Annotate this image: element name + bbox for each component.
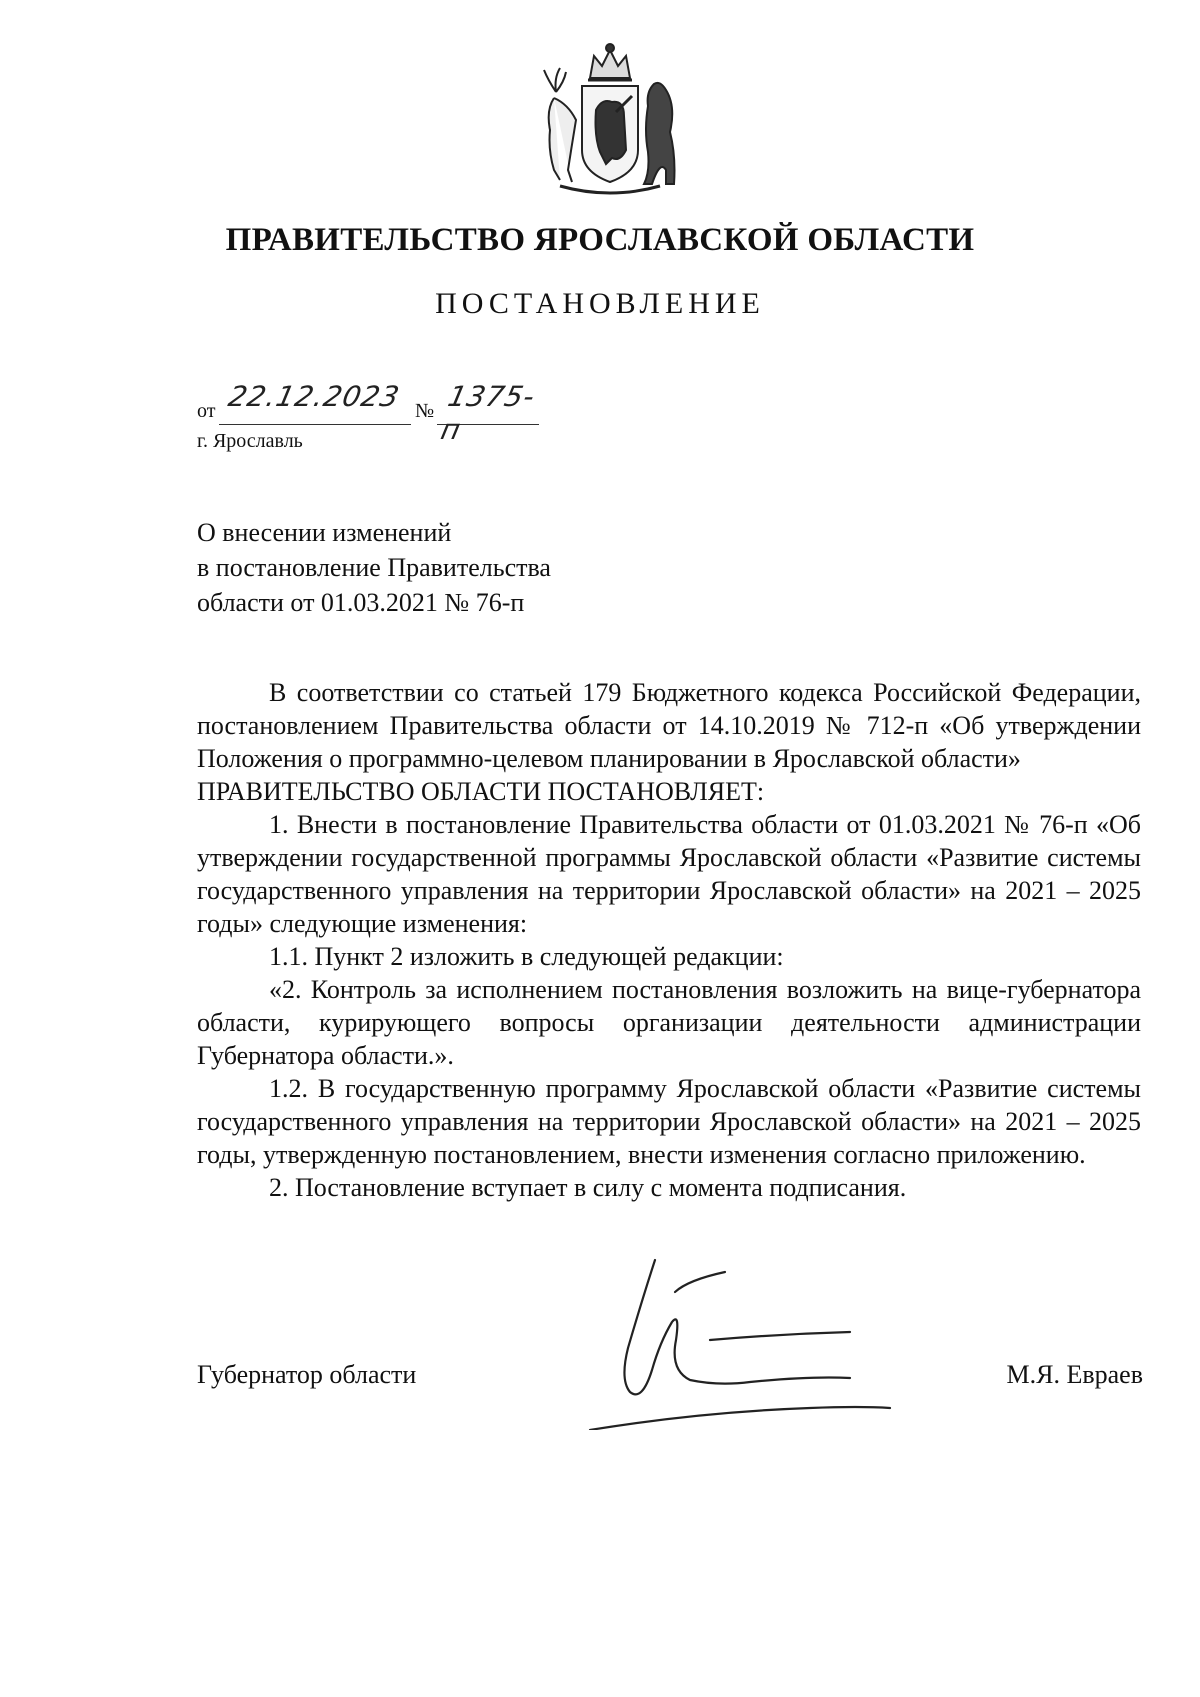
handwritten-date: 22.12.2023	[225, 380, 403, 413]
subject-line: в постановление Правительства	[197, 553, 551, 582]
resolution-body	[197, 676, 1141, 1204]
preamble-paragraph: В соответствии со статьей 179 Бюджетного кодекса Российской Федерации, постановлением Правительства области от 14.10.2019 № 712-п «Об утверждении Положения о программно-целевом планировании в Ярославской области»	[197, 678, 1141, 773]
item-1-1-paragraph: 1.1. Пункт 2 изложить в следующей редакции:	[269, 942, 784, 971]
handwritten-number: 1375-п	[437, 380, 539, 446]
signatory-position: Губернатор области	[197, 1360, 417, 1389]
item-2-paragraph: 2. Постановление вступает в силу с момента подписания.	[269, 1173, 907, 1202]
item-1-1-quote-paragraph: «2. Контроль за исполнением постановления возложить на вице-губернатора области, курирующего вопросы организации деятельности администрации Губернатора области.».	[197, 975, 1141, 1070]
item-1-2-paragraph: 1.2. В государственную программу Ярославской области «Развитие системы государственного управления на территории Ярославской области» на 2021 – 2025 годы, утвержденную постановлением, внести изменения согласно приложению.	[197, 1074, 1141, 1169]
resolves-heading: ПРАВИТЕЛЬСТВО ОБЛАСТИ ПОСТАНОВЛЯЕТ:	[197, 777, 765, 806]
city: г. Ярославль	[197, 430, 303, 452]
date-underline	[219, 424, 411, 425]
number-prefix: №	[415, 400, 435, 422]
date-prefix: от	[197, 400, 216, 422]
subject-line: О внесении изменений	[197, 518, 452, 547]
coat-of-arms-icon	[520, 40, 700, 200]
document-type: ПОСТАНОВЛЕНИЕ	[435, 287, 765, 320]
signatory-name: М.Я. Евраев	[1006, 1360, 1143, 1389]
subject-block	[197, 515, 657, 620]
organization-title: ПРАВИТЕЛЬСТВО ЯРОСЛАВСКОЙ ОБЛАСТИ	[225, 222, 975, 258]
subject-line: области от 01.03.2021 № 76-п	[197, 588, 525, 617]
item-1-paragraph: 1. Внести в постановление Правительства области от 01.03.2021 № 76-п «Об утверждении государственной программы Ярославской области «Развитие системы государственного управления на территории Ярославской области» на 2021 – 2025 годы» следующие изменения:	[197, 810, 1141, 938]
handwritten-signature	[550, 1230, 950, 1430]
